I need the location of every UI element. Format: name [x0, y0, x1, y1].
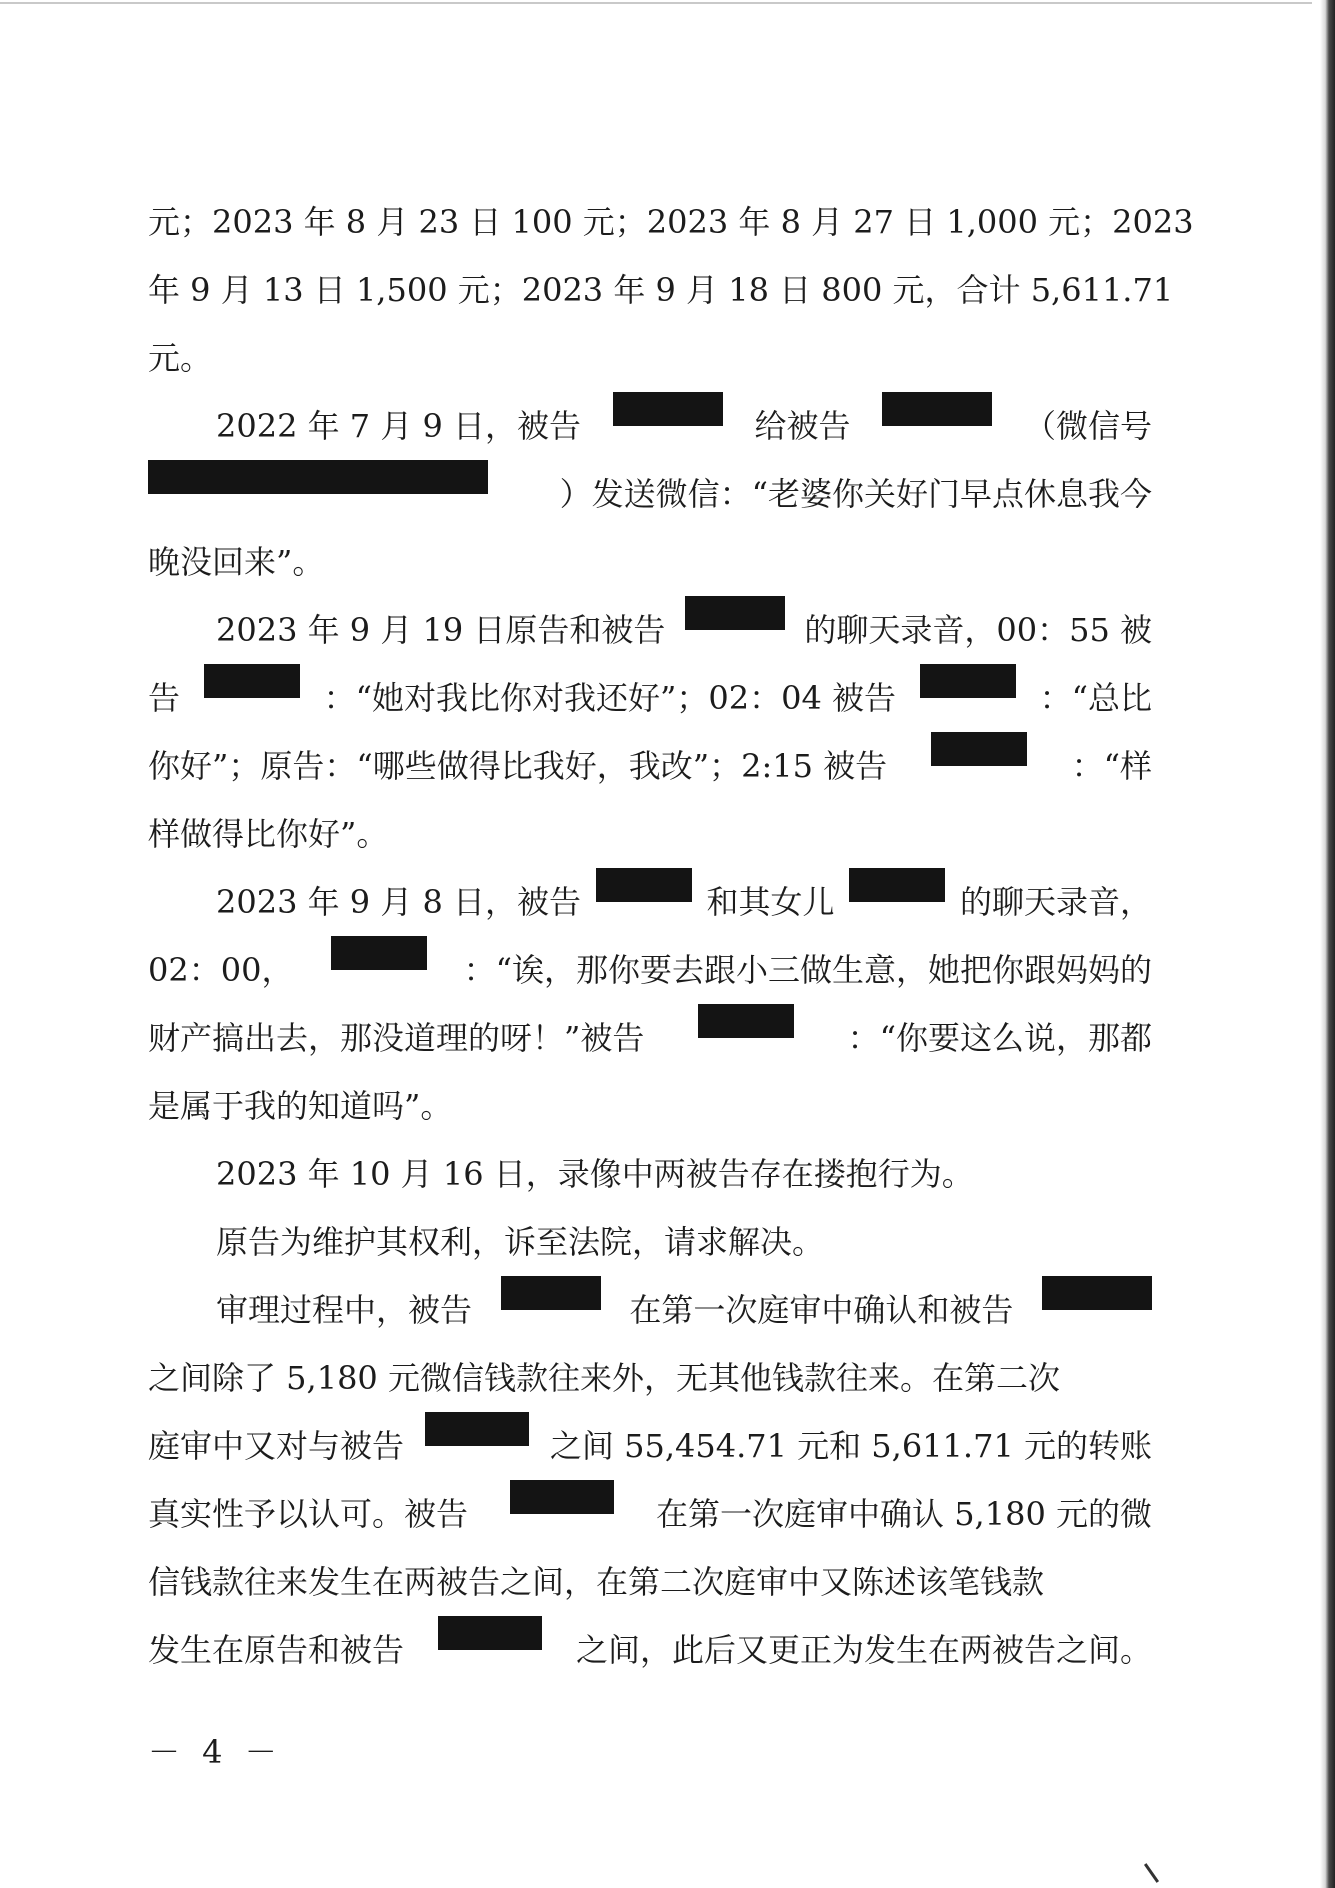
- redaction-bar: [501, 1276, 601, 1310]
- text-line: ）发送微信：“老婆你关好门早点休息我今: [148, 460, 1152, 528]
- redaction-bar: [331, 936, 427, 970]
- redaction-bar: [920, 664, 1016, 698]
- text-line: 庭审中又对与被告 之间 55,454.71 元和 5,611.71 元的转账: [148, 1412, 1152, 1480]
- paragraph-start: 原告为维护其权利，诉至法院，请求解决。: [216, 1223, 825, 1261]
- redaction-bar: [685, 596, 785, 630]
- redaction-bar: [425, 1412, 529, 1446]
- text-line: 财产搞出去，那没道理的呀！”被告 ：“你要这么说，那都: [148, 1004, 1152, 1072]
- redaction-bar: [931, 732, 1027, 766]
- paragraph-start: 审理过程中，被告 在第一次庭审中确认和被告: [216, 1276, 1152, 1344]
- text-line: 信钱款往来发生在两被告之间，在第二次庭审中又陈述该笔钱款: [148, 1563, 1045, 1601]
- redaction-bar: [1042, 1276, 1152, 1310]
- text-line: 发生在原告和被告 之间，此后又更正为发生在两被告之间。: [148, 1616, 1152, 1684]
- text-line: 告 ：“她对我比你对我还好”；02：04 被告 ：“总比: [148, 664, 1152, 732]
- scan-top-edge: [0, 2, 1312, 4]
- text-line: 02：00， ：“诶，那你要去跟小三做生意，她把你跟妈妈的: [148, 936, 1152, 1004]
- paragraph-start: 2023 年 10 月 16 日，录像中两被告存在搂抱行为。: [216, 1155, 974, 1193]
- paragraph-start: 2022 年 7 月 9 日，被告 给被告 （微信号: [216, 392, 1152, 460]
- text-line: 元；2023 年 8 月 23 日 100 元；2023 年 8 月 27 日 1,000 元；2023: [148, 203, 1194, 241]
- text-line: 晚没回来”。: [148, 543, 325, 581]
- redaction-bar: [882, 392, 992, 426]
- text-line: 真实性予以认可。被告 在第一次庭审中确认 5,180 元的微: [148, 1480, 1152, 1548]
- redaction-bar: [849, 868, 945, 902]
- text-line: 之间除了 5,180 元微信钱款往来外，无其他钱款往来。在第二次: [148, 1359, 1060, 1397]
- redaction-bar: [596, 868, 692, 902]
- scan-right-edge: [1320, 0, 1335, 1888]
- paragraph-start: 2023 年 9 月 19 日原告和被告 的聊天录音，00：55 被: [216, 596, 1152, 664]
- text-line: 你好”；原告：“哪些做得比我好，我改”；2:15 被告 ：“样: [148, 732, 1152, 800]
- text-line: 年 9 月 13 日 1,500 元；2023 年 9 月 18 日 800 元，合计 5,611.71: [148, 271, 1174, 309]
- paragraph-start: 2023 年 9 月 8 日，被告 和其女儿 的聊天录音，: [216, 868, 1152, 936]
- redaction-bar: [204, 664, 300, 698]
- redaction-bar: [148, 460, 488, 494]
- scan-mark: [1144, 1863, 1159, 1883]
- redaction-bar: [438, 1616, 542, 1650]
- text-line: 是属于我的知道吗”。: [148, 1087, 453, 1125]
- redaction-bar: [613, 392, 723, 426]
- redaction-bar: [510, 1480, 614, 1514]
- redaction-bar: [698, 1004, 794, 1038]
- page-number: － 4 －: [148, 1733, 283, 1771]
- text-line: 元。: [148, 339, 213, 377]
- text-line: 样做得比你好”。: [148, 815, 389, 853]
